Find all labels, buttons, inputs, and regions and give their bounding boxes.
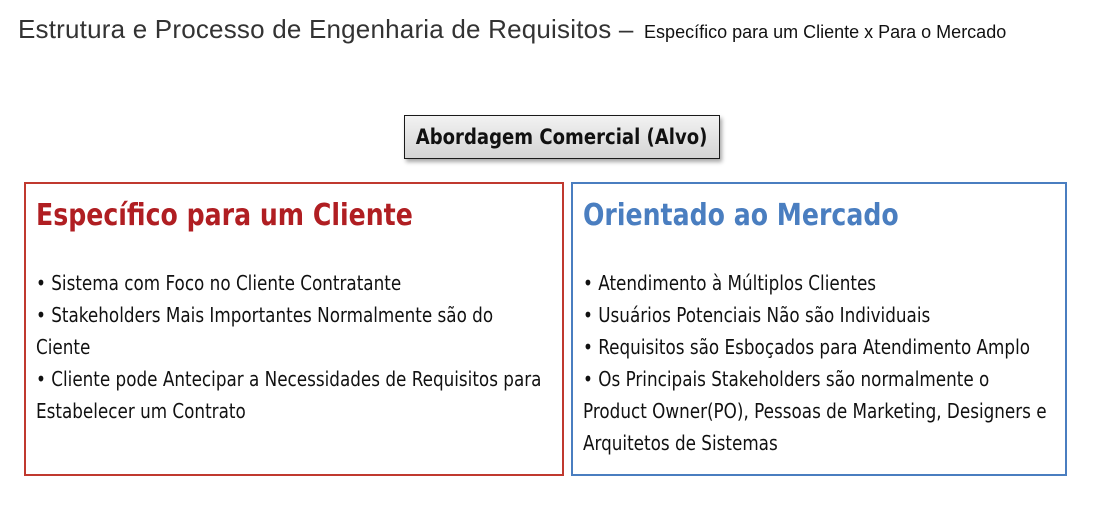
market-oriented-bullets <box>583 267 1055 459</box>
bullet-item: • Usuários Potenciais Não são Individuais <box>583 303 931 327</box>
market-oriented-title: Orientado ao Mercado <box>583 198 899 233</box>
client-specific-panel <box>24 182 564 476</box>
slide-title-main: Estrutura e Processo de Engenharia de Requisitos – <box>18 14 634 44</box>
client-specific-bullets <box>36 267 552 427</box>
bullet-item: • Requisitos são Esboçados para Atendimento Amplo <box>583 335 1031 359</box>
market-oriented-panel <box>571 182 1067 476</box>
slide-title <box>18 14 1006 45</box>
bullet-item: • Atendimento à Múltiplos Clientes <box>583 271 877 295</box>
approach-label: Abordagem Comercial (Alvo) <box>416 125 708 149</box>
bullet-item: • Cliente pode Antecipar a Necessidades de Requisitos para Estabelecer um Contrato <box>36 367 542 423</box>
client-specific-title: Específico para um Cliente <box>36 198 413 233</box>
bullet-item: • Stakeholders Mais Importantes Normalmente são do Ciente <box>36 303 494 359</box>
bullet-item: • Os Principais Stakeholders são normalmente o Product Owner(PO), Pessoas de Marketing, Designers e Arquitetos de Sistemas <box>583 367 1047 455</box>
approach-box <box>404 115 720 159</box>
slide-title-subtitle: Específico para um Cliente x Para o Mercado <box>644 22 1007 42</box>
bullet-item: • Sistema com Foco no Cliente Contratante <box>36 271 402 295</box>
